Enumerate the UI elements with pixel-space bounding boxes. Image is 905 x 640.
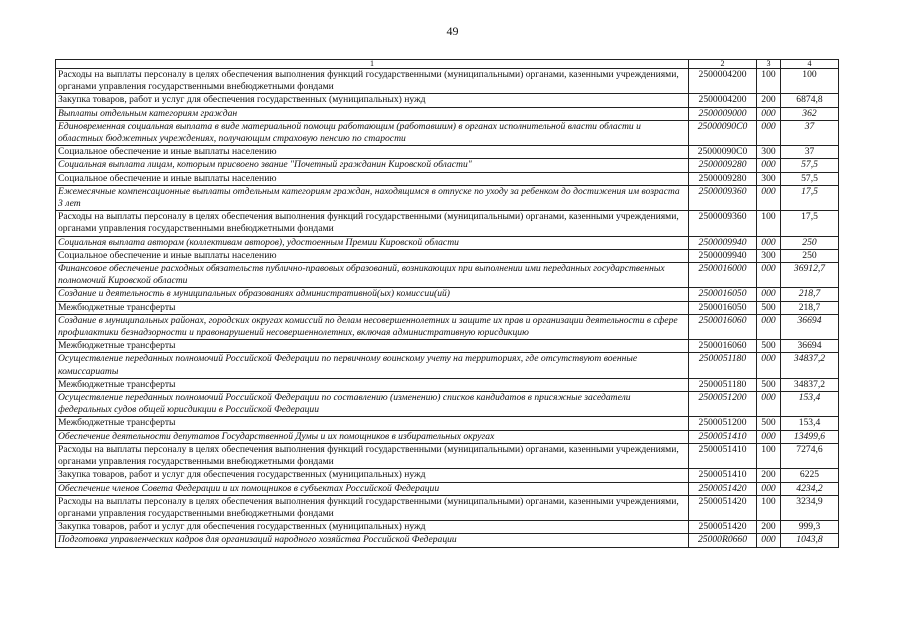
row-amount: 4234,2 [781, 482, 839, 495]
row-code: 2500051180 [689, 378, 757, 391]
row-name: Социальное обеспечение и иные выплаты населению [56, 172, 689, 185]
row-kvr: 000 [757, 482, 781, 495]
row-name: Закупка товаров, работ и услуг для обеспечения государственных (муниципальных) нужд [56, 521, 689, 534]
table-row [56, 430, 839, 443]
row-kvr: 000 [757, 353, 781, 378]
table-row [56, 159, 839, 172]
row-name: Расходы на выплаты персоналу в целях обеспечения выполнения функций государственными (муниципальными) органами, казенными учреждениями, органами управления государственными внебюджетными фондами [56, 211, 689, 236]
table-row [56, 392, 839, 417]
row-amount: 153,4 [781, 417, 839, 430]
row-kvr: 000 [757, 534, 781, 547]
row-amount: 999,3 [781, 521, 839, 534]
row-amount: 250 [781, 249, 839, 262]
row-kvr: 000 [757, 314, 781, 339]
row-amount: 36694 [781, 340, 839, 353]
row-code: 2500016060 [689, 340, 757, 353]
table-row [56, 469, 839, 482]
row-name: Осуществление переданных полномочий Российской Федерации по первичному воинскому учету на территориях, где отсутствуют военные комиссариаты [56, 353, 689, 378]
page-number: 49 [446, 24, 459, 38]
row-name: Подготовка управленческих кадров для организаций народного хозяйства Российской Федерации [56, 534, 689, 547]
header-col-4: 4 [781, 60, 839, 69]
row-code: 2500051200 [689, 392, 757, 417]
table-row [56, 417, 839, 430]
table-row [56, 185, 839, 210]
row-code: 2500051420 [689, 482, 757, 495]
row-code: 2500051410 [689, 469, 757, 482]
row-code: 2500009280 [689, 159, 757, 172]
row-kvr: 000 [757, 236, 781, 249]
row-amount: 6225 [781, 469, 839, 482]
row-name: Создание в муниципальных районах, городских округах комиссий по делам несовершеннолетних и защите их прав и организации деятельности в сфере профилактики безнадзорности и правонарушений несовершеннолетних, включая административную юрисдикцию [56, 314, 689, 339]
row-code: 2500016050 [689, 288, 757, 301]
header-col-2: 2 [689, 60, 757, 69]
row-code: 2500051410 [689, 430, 757, 443]
row-name: Создание и деятельность в муниципальных образованиях административной(ых) комиссии(ий) [56, 288, 689, 301]
row-amount: 100 [781, 69, 839, 94]
row-name: Расходы на выплаты персоналу в целях обеспечения выполнения функций государственными (муниципальными) органами, казенными учреждениями, органами управления государственными внебюджетными фондами [56, 69, 689, 94]
row-kvr: 500 [757, 340, 781, 353]
row-name: Расходы на выплаты персоналу в целях обеспечения выполнения функций государственными (муниципальными) органами, казенными учреждениями, органами управления государственными внебюджетными фондами [56, 495, 689, 520]
row-amount: 218,7 [781, 301, 839, 314]
row-kvr: 000 [757, 120, 781, 145]
table-row [56, 353, 839, 378]
row-code: 2500051200 [689, 417, 757, 430]
row-name: Ежемесячные компенсационные выплаты отдельным категориям граждан, находящимся в отпуске по уходу за ребенком до достижения им возраста 3 лет [56, 185, 689, 210]
row-name: Социальная выплата авторам (коллективам авторов), удостоенным Премии Кировской области [56, 236, 689, 249]
row-name: Закупка товаров, работ и услуг для обеспечения государственных (муниципальных) нужд [56, 469, 689, 482]
row-kvr: 300 [757, 172, 781, 185]
row-amount: 1043,8 [781, 534, 839, 547]
table-header-row [56, 60, 839, 69]
row-name: Межбюджетные трансферты [56, 301, 689, 314]
table-row [56, 495, 839, 520]
row-code: 2500009940 [689, 236, 757, 249]
row-kvr: 500 [757, 417, 781, 430]
row-amount: 36912,7 [781, 263, 839, 288]
table-row [56, 236, 839, 249]
row-name: Закупка товаров, работ и услуг для обеспечения государственных (муниципальных) нужд [56, 94, 689, 107]
table-row [56, 378, 839, 391]
row-code: 2500051180 [689, 353, 757, 378]
row-code: 2500051410 [689, 443, 757, 468]
table-row [56, 288, 839, 301]
row-kvr: 100 [757, 443, 781, 468]
table-row [56, 107, 839, 120]
row-amount: 6874,8 [781, 94, 839, 107]
row-kvr: 000 [757, 430, 781, 443]
table-row [56, 172, 839, 185]
row-name: Межбюджетные трансферты [56, 417, 689, 430]
row-kvr: 500 [757, 378, 781, 391]
row-amount: 34837,2 [781, 353, 839, 378]
row-kvr: 000 [757, 185, 781, 210]
row-kvr: 000 [757, 392, 781, 417]
header-col-1: 1 [56, 60, 689, 69]
table-row [56, 521, 839, 534]
row-code: 2500009360 [689, 211, 757, 236]
row-name: Обеспечение деятельности депутатов Государственной Думы и их помощников в избирательных округах [56, 430, 689, 443]
row-name: Социальная выплата лицам, которым присвоено звание "Почетный гражданин Кировской области" [56, 159, 689, 172]
table-row [56, 120, 839, 145]
row-kvr: 000 [757, 263, 781, 288]
row-code: 25000R0660 [689, 534, 757, 547]
table-row [56, 263, 839, 288]
row-kvr: 000 [757, 107, 781, 120]
row-kvr: 000 [757, 159, 781, 172]
row-code: 2500016060 [689, 314, 757, 339]
row-amount: 362 [781, 107, 839, 120]
row-code: 2500004200 [689, 69, 757, 94]
row-name: Выплаты отдельным категориям граждан [56, 107, 689, 120]
table-row [56, 94, 839, 107]
row-name: Межбюджетные трансферты [56, 378, 689, 391]
row-name: Межбюджетные трансферты [56, 340, 689, 353]
header-col-3: 3 [757, 60, 781, 69]
table-row [56, 211, 839, 236]
row-code: 2500009940 [689, 249, 757, 262]
row-amount: 153,4 [781, 392, 839, 417]
row-amount: 17,5 [781, 211, 839, 236]
row-amount: 57,5 [781, 159, 839, 172]
row-kvr: 500 [757, 301, 781, 314]
row-name: Социальное обеспечение и иные выплаты населению [56, 249, 689, 262]
row-name: Осуществление переданных полномочий Российской Федерации по составлению (изменению) списков кандидатов в присяжные заседатели федеральных судов общей юрисдикции в Российской Федерации [56, 392, 689, 417]
row-kvr: 100 [757, 495, 781, 520]
table-row [56, 314, 839, 339]
row-amount: 37 [781, 120, 839, 145]
row-code: 2500051420 [689, 521, 757, 534]
row-name: Единовременная социальная выплата в виде материальной помощи работающим (работавшим) в органах исполнительной власти области и областных бюджетных учреждениях, получающим страховую пенсию по старости [56, 120, 689, 145]
row-kvr: 300 [757, 146, 781, 159]
row-code: 2500009000 [689, 107, 757, 120]
row-amount: 17,5 [781, 185, 839, 210]
row-code: 25000090С0 [689, 120, 757, 145]
row-amount: 36694 [781, 314, 839, 339]
row-kvr: 000 [757, 288, 781, 301]
row-amount: 3234,9 [781, 495, 839, 520]
row-code: 2500004200 [689, 94, 757, 107]
row-name: Обеспечение членов Совета Федерации и их помощников в субъектах Российской Федерации [56, 482, 689, 495]
row-kvr: 200 [757, 521, 781, 534]
table-row [56, 340, 839, 353]
row-code: 2500009280 [689, 172, 757, 185]
row-amount: 218,7 [781, 288, 839, 301]
table-row [56, 443, 839, 468]
row-amount: 37 [781, 146, 839, 159]
row-name: Расходы на выплаты персоналу в целях обеспечения выполнения функций государственными (муниципальными) органами, казенными учреждениями, органами управления государственными внебюджетными фондами [56, 443, 689, 468]
table-row [56, 249, 839, 262]
table-row [56, 482, 839, 495]
row-kvr: 300 [757, 249, 781, 262]
row-amount: 13499,6 [781, 430, 839, 443]
row-code: 2500016050 [689, 301, 757, 314]
row-code: 2500051420 [689, 495, 757, 520]
row-kvr: 200 [757, 94, 781, 107]
row-amount: 250 [781, 236, 839, 249]
row-kvr: 200 [757, 469, 781, 482]
row-code: 25000090С0 [689, 146, 757, 159]
row-name: Финансовое обеспечение расходных обязательств публично-правовых образований, возникающих при выполнении ими переданных государственных полномочий Кировской области [56, 263, 689, 288]
row-amount: 34837,2 [781, 378, 839, 391]
row-code: 2500009360 [689, 185, 757, 210]
row-name: Социальное обеспечение и иные выплаты населению [56, 146, 689, 159]
row-amount: 57,5 [781, 172, 839, 185]
table-row [56, 69, 839, 94]
row-kvr: 100 [757, 69, 781, 94]
table-row [56, 534, 839, 547]
row-amount: 7274,6 [781, 443, 839, 468]
budget-table [55, 59, 839, 548]
table-row [56, 146, 839, 159]
table-row [56, 301, 839, 314]
row-code: 2500016000 [689, 263, 757, 288]
row-kvr: 100 [757, 211, 781, 236]
